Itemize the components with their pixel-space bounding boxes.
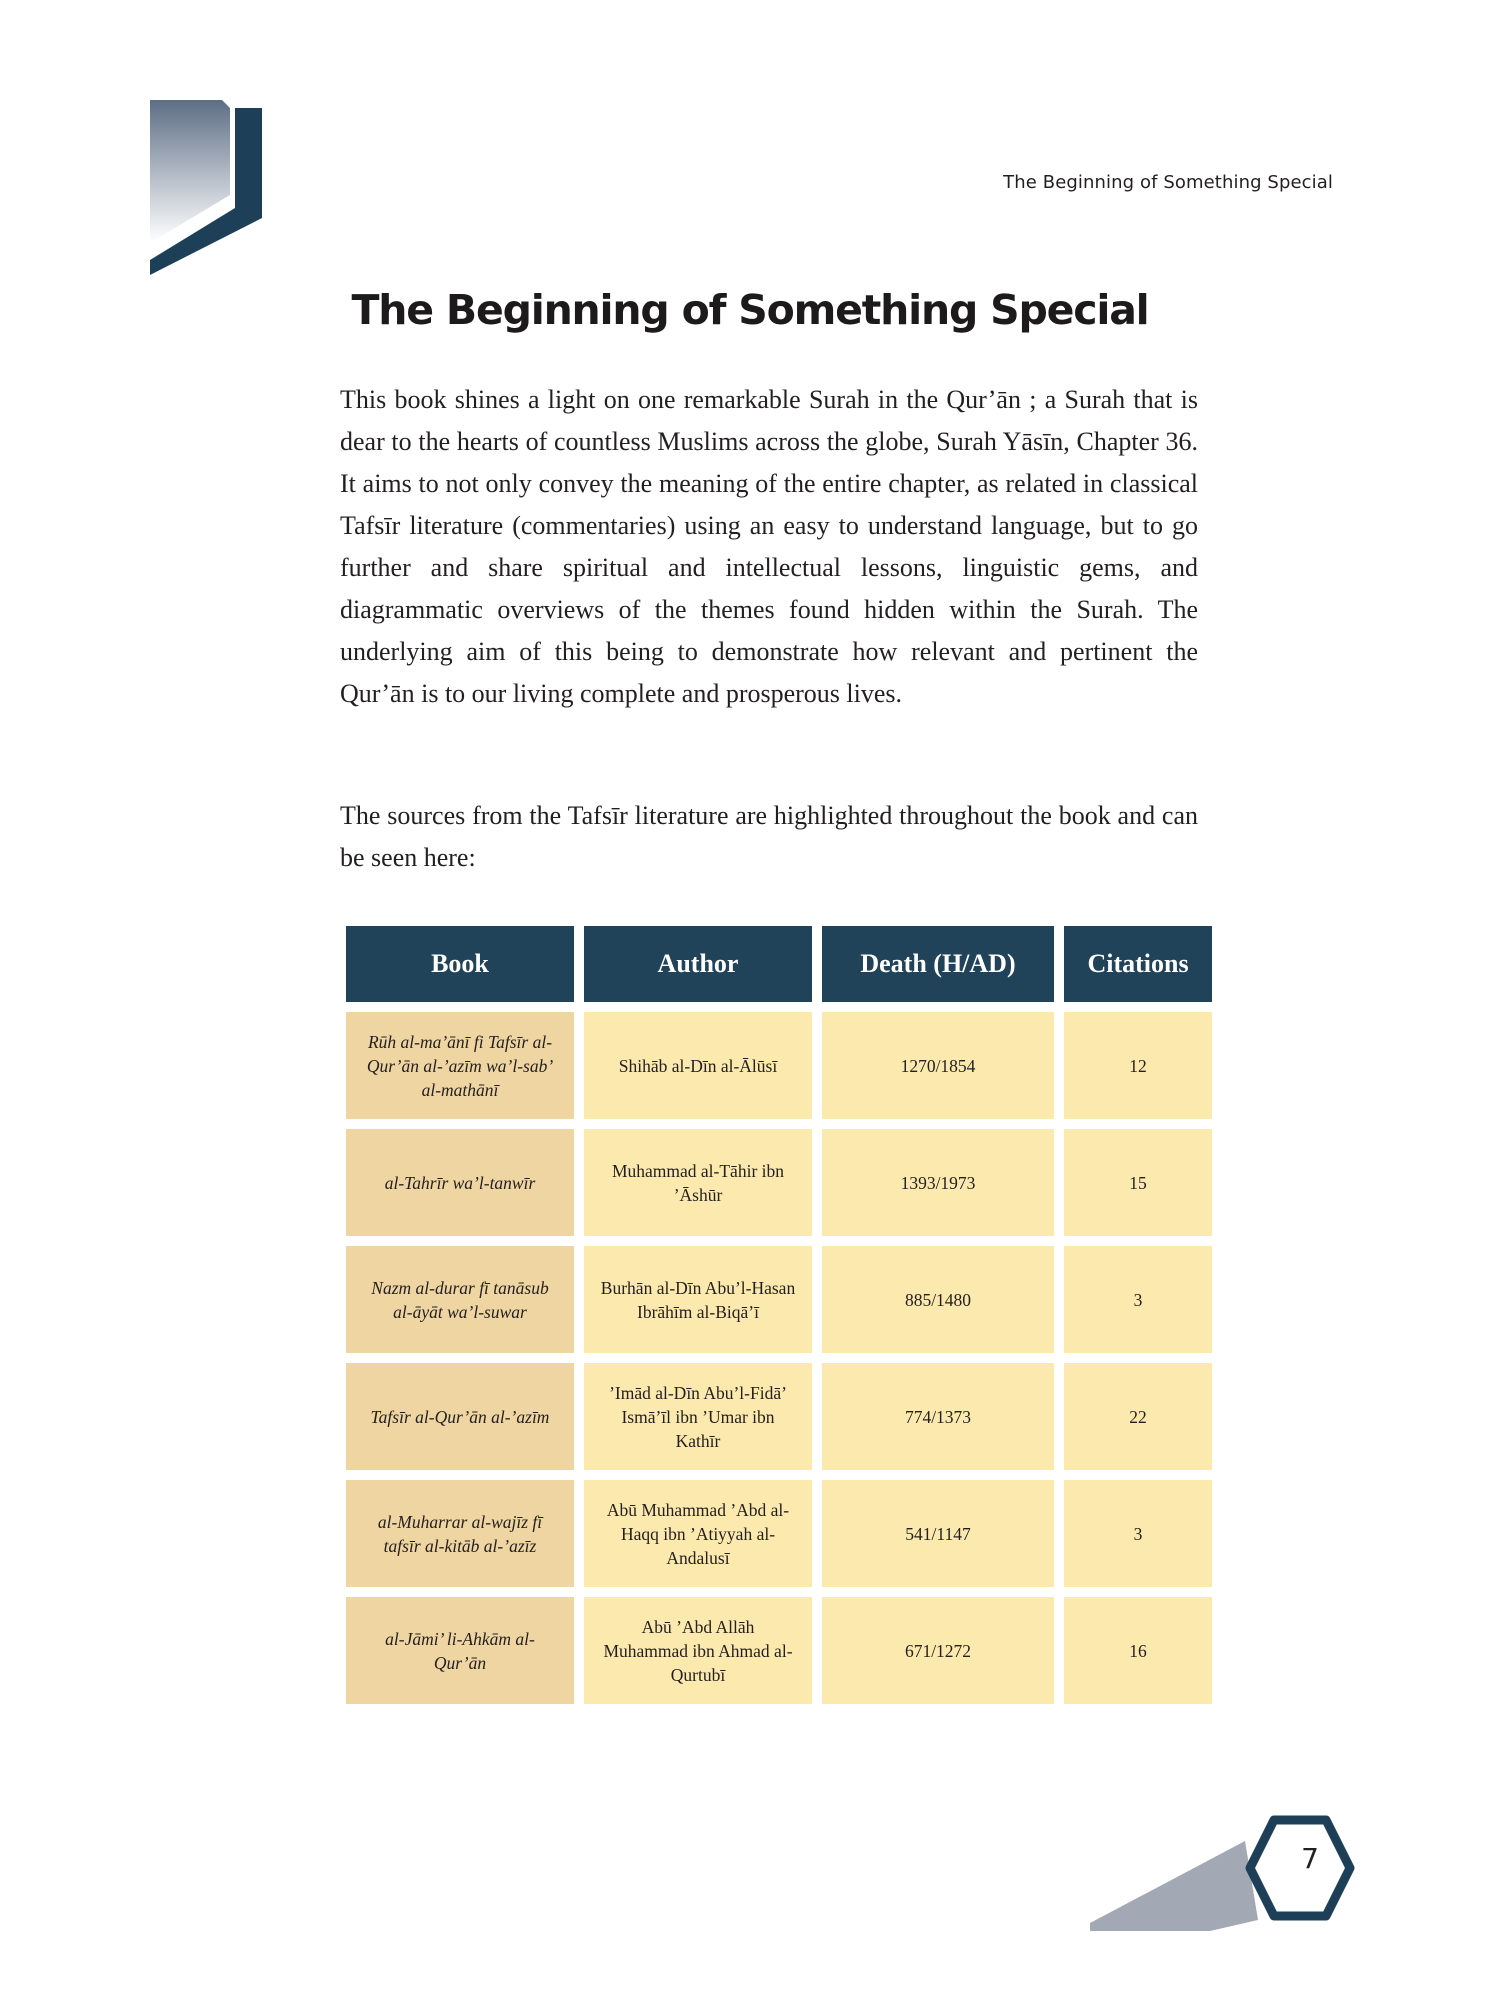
column-header-author: Author	[584, 926, 812, 1002]
author-cell: Abū ’Abd Allāh Muhammad ibn Ahmad al-Qurtubī	[584, 1597, 812, 1704]
column-header-book: Book	[346, 926, 574, 1002]
author-cell: Abū Muhammad ’Abd al-Haqq ibn ’Atiyyah al-Andalusī	[584, 1480, 812, 1587]
death-cell: 1270/1854	[822, 1012, 1054, 1119]
book-cell: al-Tahrīr wa’l-tanwīr	[346, 1129, 574, 1236]
book-cell: Nazm al-durar fī tanāsub al-āyāt wa’l-suwar	[346, 1246, 574, 1353]
table-row	[346, 1480, 1212, 1587]
author-cell: Burhān al-Dīn Abu’l-Hasan Ibrāhīm al-Biqā’ī	[584, 1246, 812, 1353]
author-cell: ’Imād al-Dīn Abu’l-Fidā’ Ismā’īl ibn ’Umar ibn Kathīr	[584, 1363, 812, 1470]
death-cell: 541/1147	[822, 1480, 1054, 1587]
table-header-row	[346, 926, 1212, 1002]
citations-cell: 3	[1064, 1246, 1212, 1353]
citations-cell: 22	[1064, 1363, 1212, 1470]
death-cell: 671/1272	[822, 1597, 1054, 1704]
book-cell: Rūh al-ma’ānī fi Tafsīr al-Qur’ān al-’azīm wa’l-sab’ al-mathānī	[346, 1012, 574, 1119]
tafsir-sources-table	[336, 916, 1222, 1714]
book-cell: Tafsīr al-Qur’ān al-’azīm	[346, 1363, 574, 1470]
table-row	[346, 1597, 1212, 1704]
page-number: 7	[1301, 1842, 1319, 1875]
citations-cell: 15	[1064, 1129, 1212, 1236]
author-cell: Muhammad al-Tāhir ibn ’Āshūr	[584, 1129, 812, 1236]
sources-paragraph: The sources from the Tafsīr literature are highlighted throughout the book and can be seen here:	[340, 801, 1198, 872]
table-row	[346, 1363, 1212, 1470]
death-cell: 885/1480	[822, 1246, 1054, 1353]
author-cell: Shihāb al-Dīn al-Ālūsī	[584, 1012, 812, 1119]
table-row	[346, 1246, 1212, 1353]
citations-cell: 12	[1064, 1012, 1212, 1119]
death-cell: 1393/1973	[822, 1129, 1054, 1236]
column-header-citations: Citations	[1064, 926, 1212, 1002]
citations-cell: 16	[1064, 1597, 1212, 1704]
death-cell: 774/1373	[822, 1363, 1054, 1470]
table-row	[346, 1012, 1212, 1119]
column-header-death: Death (H/AD)	[822, 926, 1054, 1002]
running-header: The Beginning of Something Special	[1003, 172, 1333, 193]
book-cell: al-Jāmi’ li-Ahkām al-Qur’ān	[346, 1597, 574, 1704]
book-cell: al-Muharrar al-wajīz fī tafsīr al-kitāb al-’azīz	[346, 1480, 574, 1587]
bracket-corner-icon	[150, 100, 265, 275]
page-title: The Beginning of Something Special	[351, 286, 1149, 334]
table-row	[346, 1129, 1212, 1236]
intro-paragraph: This book shines a light on one remarkable Surah in the Qur’ān ; a Surah that is dear to the hearts of countless Muslims across the globe, Surah Yāsīn, Chapter 36. It aims to not only convey the meaning of the entire chapter, as related in classical Tafsīr literature (commentaries) using an easy to understand language, but to go further and share spiritual and intellectual lessons, linguistic gems, and diagrammatic overviews of the themes found hidden within the Surah. The underlying aim of this being to demonstrate how relevant and pertinent the Qur’ān is to our living complete and prosperous lives.	[340, 385, 1198, 708]
citations-cell: 3	[1064, 1480, 1212, 1587]
